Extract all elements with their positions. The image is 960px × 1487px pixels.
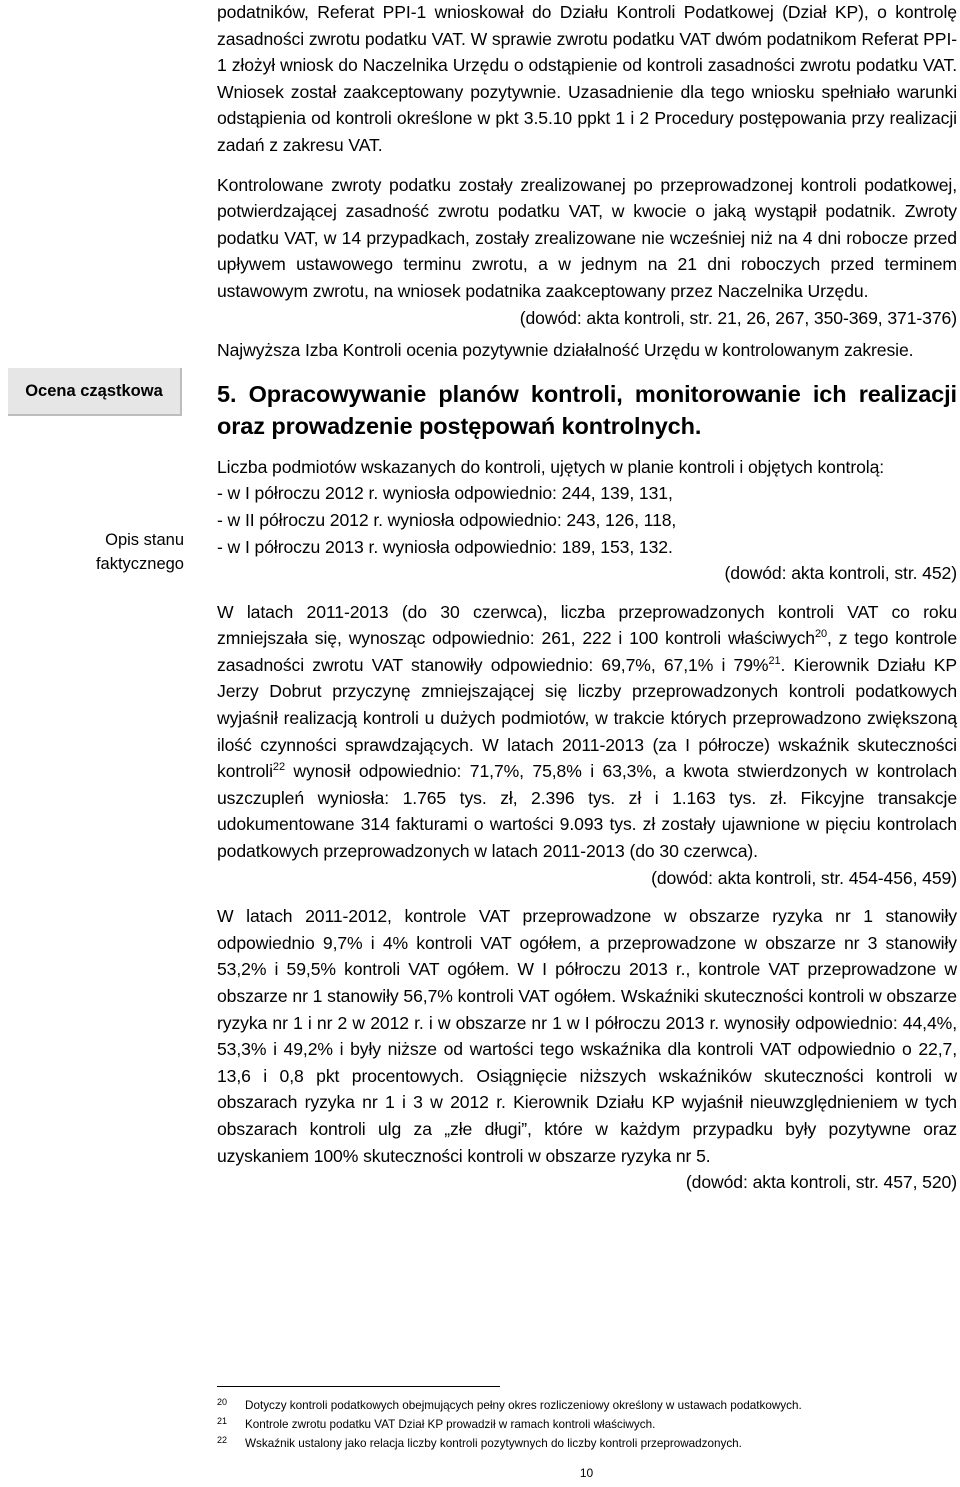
text-segment: , z tego kontrole zasadności zwrotu VAT stanowiły odpowiednio: 69,7%, 67,1% i 79% xyxy=(217,628,958,675)
factual-state-note xyxy=(60,528,184,576)
paragraph-risk-areas: W latach 2011-2012, kontrole VAT przeprowadzone w obszarze ryzyka nr 1 stanowiły odpowiednio 9,7% i 4% kontroli VAT ogółem, a przeprowadzone w obszarze nr 3 stanowiły 53,2% i 59,5% kontroli VAT ogółem. W I półroczu 2013 r., kontrole VAT przeprowadzone w obszarze nr 1 stanowiły 56,7% kontroli VAT ogółem. Wskaźniki skuteczności kontroli w obszarze ryzyka nr 1 i nr 2 w 2012 r. i w obszarze nr 1 w I półroczu 2013 r. wynosiły odpowiednio: 44,4%, 53,3% i 49,2% i były niższe od wartości tego wskaźnika dla kontroli VAT odpowiednio o 22,7, 13,6 i 0,8 pkt procentowych. Osiągnięcie niższych wskaźników skuteczności kontroli w obszarach ryzyka nr 1 i 3 w 2012 r. Kierownik Działu KP wyjaśnił nieuwzględnieniem w tych obszarach kontroli ulg za „złe długi”, które w każdym przypadku były pozytywne oraz uzyskaniem 100% skuteczności kontroli w obszarze ryzyka nr 5. xyxy=(217,906,957,1166)
assessment-label-box xyxy=(8,368,182,416)
list-item-2012-h2: - w II półroczu 2012 r. wyniosła odpowiednio: 243, 126, 118, xyxy=(217,509,677,530)
factual-state-note-line1: Opis stanu xyxy=(105,531,184,549)
text-segment: . Kierownik Działu KP Jerzy Dobrut przyczynę zmniejszającej się liczby przeprowadzonych kontroli podatkowych wyjaśnił realizacją kontroli u dużych podmiotów, w trakcie których przeprowadzono zwiększoną ilość czynności sprawdzających. W latach 2011-2013 (za I półrocze) wskaźnik skuteczności kontroli xyxy=(217,654,957,782)
paragraph-refund-request: podatników, Referat PPI-1 wnioskował do Działu Kontroli Podatkowej (Dział KP), o kontrolę zasadności zwrotu podatku VAT. W sprawie zwrotu podatku VAT dwóm podatnikom Referat PPI-1 złożył wniosk do Naczelnika Urzędu o odstąpienie od kontroli zasadności zwrotu podatku VAT. Wniosek został zaakceptowany pozytywnie. Uzasadnienie dla tego wniosku spełniało warunki odstąpienia od kontroli określone w pkt 3.5.10 ppkt 1 i 2 Procedury postępowania przy realizacji zadań z zakresu VAT. xyxy=(217,2,957,155)
footnote-number: 22 xyxy=(217,1435,228,1445)
footnote-ref-21: 21 xyxy=(768,654,781,667)
text-segment: W latach 2011-2013 (do 30 czerwca), liczba przeprowadzonych kontroli VAT co roku zmniejszała się, wynosząc odpowiednio: 261, 222 i 100 kontroli właściwych xyxy=(217,601,957,649)
evidence-reference-4: (dowód: akta kontroli, str. 457, 520) xyxy=(685,1172,957,1193)
footnote-21 xyxy=(217,1415,947,1434)
footnote-20 xyxy=(217,1396,947,1415)
factual-state-note-line2: faktycznego xyxy=(95,555,184,573)
footnote-number: 20 xyxy=(217,1397,228,1407)
footnote-text: Dotyczy kontroli podatkowych obejmujących pełny okres rozliczeniowy określony w ustawach podatkowych. xyxy=(245,1399,802,1412)
list-item-2012-h1: - w I półroczu 2012 r. wyniosła odpowiednio: 244, 139, 131, xyxy=(217,483,673,504)
evidence-reference-2: (dowód: akta kontroli, str. 452) xyxy=(724,563,957,584)
footnote-ref-22: 22 xyxy=(272,761,285,774)
footnote-separator xyxy=(217,1386,500,1387)
footnote-number: 21 xyxy=(217,1416,228,1426)
section-heading-5: 5. Opracowywanie planów kontroli, monitorowanie ich realizacji oraz prowadzenie postępowań kontrolnych. xyxy=(217,380,957,439)
footnotes xyxy=(217,1396,947,1453)
footnote-ref-20: 20 xyxy=(814,628,828,641)
paragraph-planned-entities: Liczba podmiotów wskazanych do kontroli, ujętych w planie kontroli i objętych kontrolą: xyxy=(217,456,885,477)
evidence-reference-1: (dowód: akta kontroli, str. 21, 26, 267, 350-369, 371-376) xyxy=(519,307,957,328)
assessment-label: Ocena cząstkowa xyxy=(25,381,163,400)
text-segment: wynosił odpowiednio: 71,7%, 75,8% i 63,3%, a kwota stwierdzonych w kontrolach uszczupleń wyniosła: 1.765 tys. zł, 2.396 tys. zł i 1.163 tys. zł. Fikcyjne transakcje udokumentowane 314 fakturami o wartości 9.093 tys. zł zostały ujawnione w pięciu kontrolach podatkowych przeprowadzonych w latach 2011-2013 (do 30 czerwca). xyxy=(217,761,957,862)
main-text-column xyxy=(217,0,957,1196)
footnote-22 xyxy=(217,1434,947,1453)
footnote-text: Kontrole zwrotu podatku VAT Dział KP prowadził w ramach kontroli właściwych. xyxy=(245,1418,656,1431)
footnote-text: Wskaźnik ustalony jako relacja liczby kontroli pozytywnych do liczby kontroli przeprowadzonych. xyxy=(245,1437,742,1450)
paragraph-nik-assessment: Najwyższa Izba Kontroli ocenia pozytywnie działalność Urzędu w kontrolowanym zakresie. xyxy=(217,340,914,361)
evidence-reference-3: (dowód: akta kontroli, str. 454-456, 459) xyxy=(651,867,957,888)
paragraph-refunds-realized: Kontrolowane zwroty podatku zostały zrealizowanej po przeprowadzonej kontroli podatkowej, potwierdzającej zasadność zwrotu podatku VAT, w kwocie o jaką wystąpił podatnik. Zwroty podatku VAT, w 14 przypadkach, zostały zrealizowane nie wcześniej niż na 4 dni robocze przed upływem ustawowego terminu zwrotu, a w jednym na 21 dni roboczych przed terminem ustawowym zwrotu, na wniosek podatnika zaakceptowany przez Naczelnika Urzędu. xyxy=(217,174,957,301)
list-item-2013-h1: - w I półroczu 2013 r. wyniosła odpowiednio: 189, 153, 132. xyxy=(217,536,673,557)
paragraph-vat-controls-trend xyxy=(217,599,957,865)
page-number: 10 xyxy=(579,1466,594,1480)
